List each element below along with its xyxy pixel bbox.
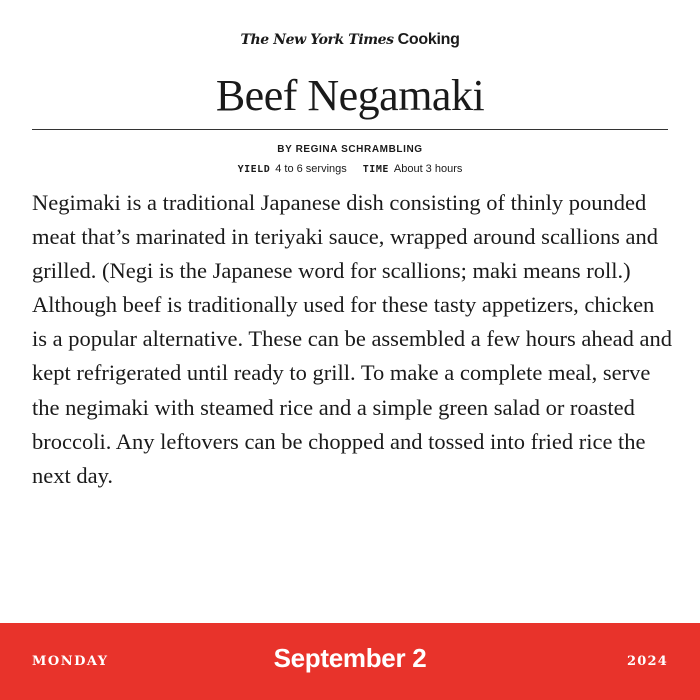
time-label: TIME (362, 164, 389, 175)
title-divider (32, 129, 668, 130)
yield-label: YIELD (237, 164, 271, 175)
date-footer (0, 623, 700, 700)
byline: BY REGINA SCHRAMBLING (277, 144, 423, 155)
yield-value: 4 to 6 servings (275, 163, 347, 175)
year: 2024 (627, 654, 668, 669)
publication-name: The New York Times (240, 32, 394, 48)
masthead-logo (0, 28, 700, 52)
recipe-description: Negimaki is a traditional Japanese dish consisting of thinly pounded meat that’s marinated in teriyaki sauce, wrapped around scallions and grilled. (Negi is the Japanese word for scallions; maki means roll.) Although beef is traditionally used for these tasty appetizers, chicken is a popular alternative. These can be assembled a few hours ahead and kept refrigerated until ready to grill. To make a complete meal, serve the negimaki with steamed rice and a simple green salad or roasted broccoli. Any leftovers can be chopped and tossed into fried rice the next day. (32, 190, 672, 488)
recipe-meta (0, 161, 700, 178)
calendar-date: September 2 (273, 643, 427, 673)
day-of-week: MONDAY (32, 654, 109, 669)
section-name: Cooking (397, 31, 460, 48)
recipe-title: Beef Negamaki (215, 71, 485, 120)
time-value: About 3 hours (393, 163, 463, 175)
